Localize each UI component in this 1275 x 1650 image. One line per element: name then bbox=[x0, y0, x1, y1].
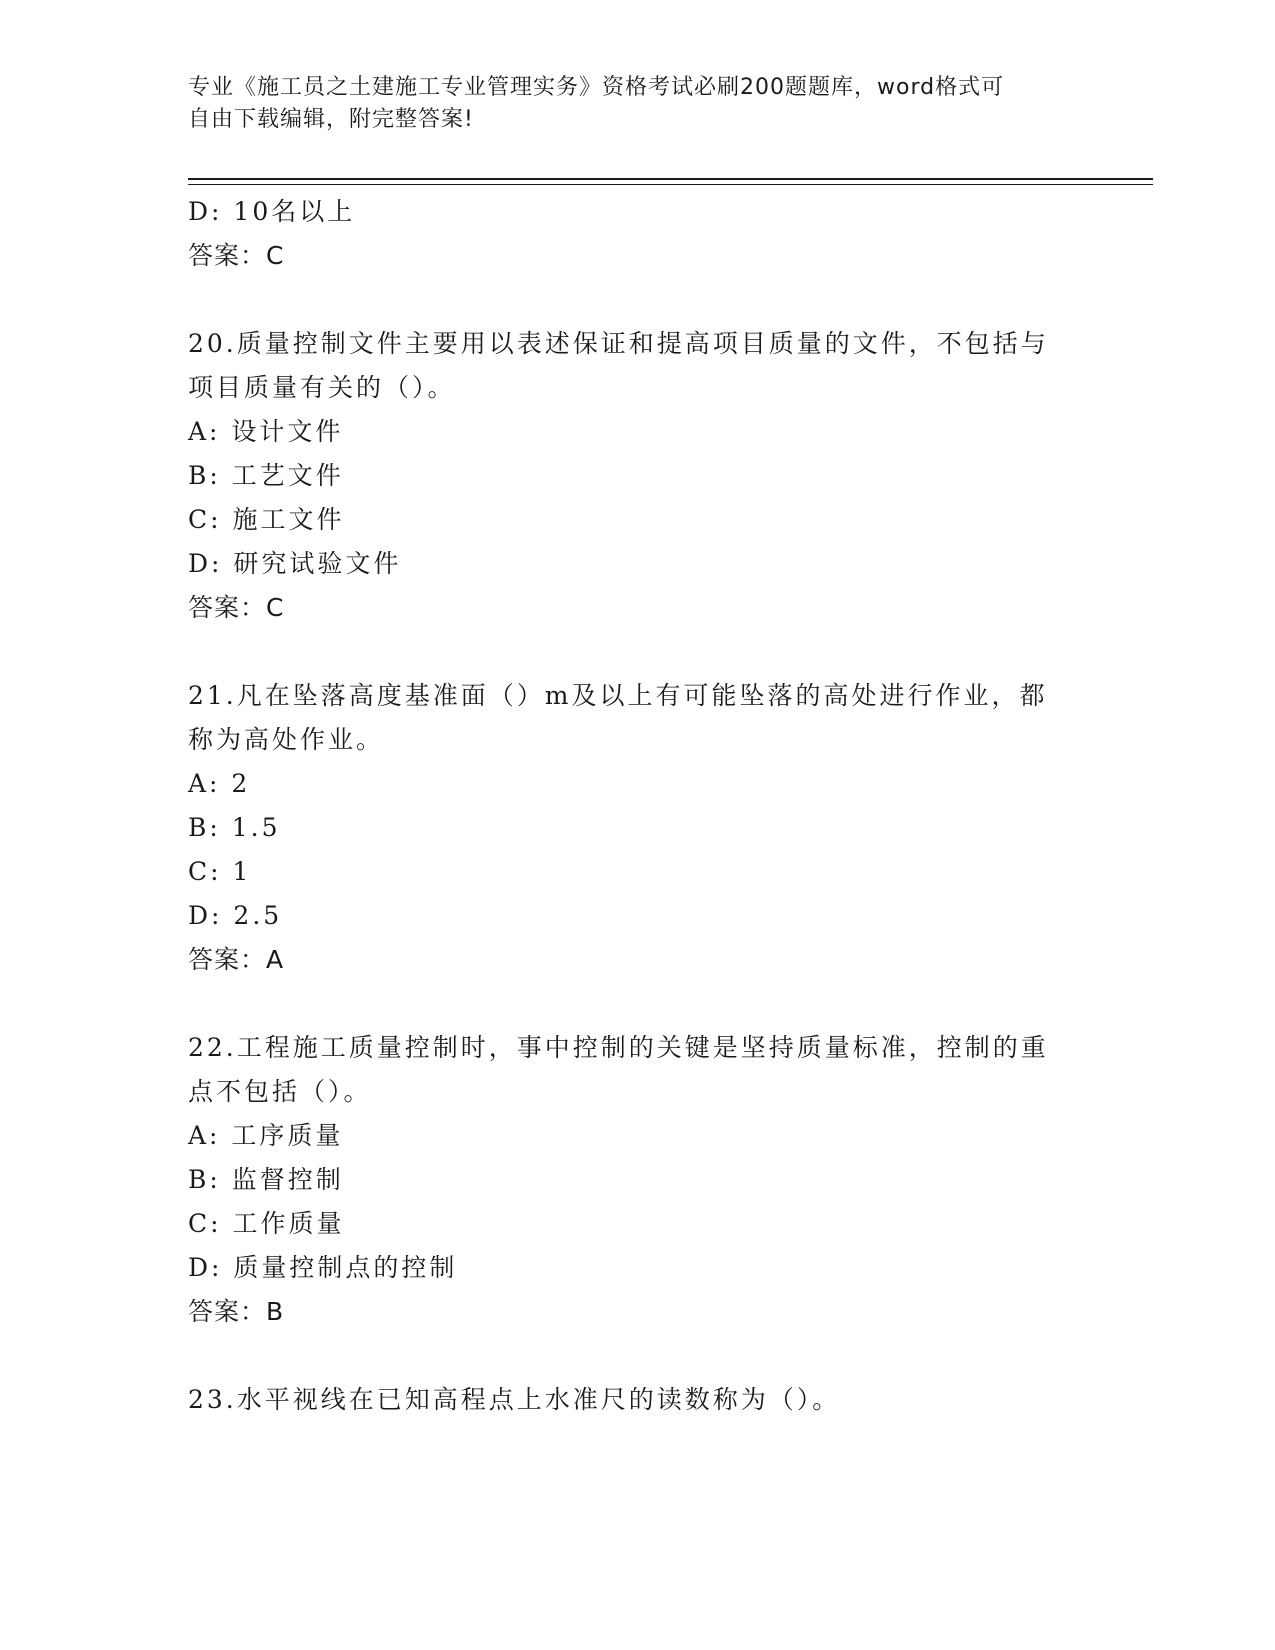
answer: 答案：C bbox=[188, 593, 285, 622]
option-d: D: 2.5 bbox=[188, 901, 283, 930]
header-divider-thick bbox=[188, 178, 1153, 180]
answer: 答案：A bbox=[188, 945, 285, 974]
option-b: B: 监督控制 bbox=[188, 1165, 344, 1194]
option-a: A: 2 bbox=[188, 769, 251, 798]
option-c: C: 工作质量 bbox=[188, 1209, 345, 1238]
carryover-answer: 答案：C bbox=[188, 241, 285, 270]
header-title-line-2: 自由下载编辑，附完整答案! bbox=[188, 107, 474, 132]
question-stem-line: 21.凡在坠落高度基准面（）m及以上有可能坠落的高处进行作业，都 bbox=[188, 681, 1048, 710]
question-stem-line: 项目质量有关的（）。 bbox=[188, 373, 456, 402]
document-header bbox=[188, 72, 1068, 136]
answer: 答案：B bbox=[188, 1297, 285, 1326]
option-a: A: 设计文件 bbox=[188, 417, 344, 446]
option-a: A: 工序质量 bbox=[188, 1121, 344, 1150]
question-stem-line: 22.工程施工质量控制时，事中控制的关键是坚持质量标准，控制的重 bbox=[188, 1033, 1049, 1062]
option-b: B: 1.5 bbox=[188, 813, 281, 842]
carryover-option-d: D: 10名以上 bbox=[188, 197, 356, 226]
question-stem-line: 点不包括（）。 bbox=[188, 1077, 372, 1106]
option-c: C: 1 bbox=[188, 857, 252, 886]
question-stem-line: 23.水平视线在已知高程点上水准尺的读数称为（）。 bbox=[188, 1385, 841, 1414]
header-divider-thin bbox=[188, 184, 1153, 185]
question-stem-line: 20.质量控制文件主要用以表述保证和提高项目质量的文件，不包括与 bbox=[188, 329, 1049, 358]
header-title-line-1: 专业《施工员之土建施工专业管理实务》资格考试必刷200题题库，word格式可 bbox=[188, 75, 1005, 100]
option-d: D: 研究试验文件 bbox=[188, 549, 402, 578]
option-b: B: 工艺文件 bbox=[188, 461, 344, 490]
question-stem-line: 称为高处作业。 bbox=[188, 725, 385, 754]
option-d: D: 质量控制点的控制 bbox=[188, 1253, 458, 1282]
option-c: C: 施工文件 bbox=[188, 505, 345, 534]
